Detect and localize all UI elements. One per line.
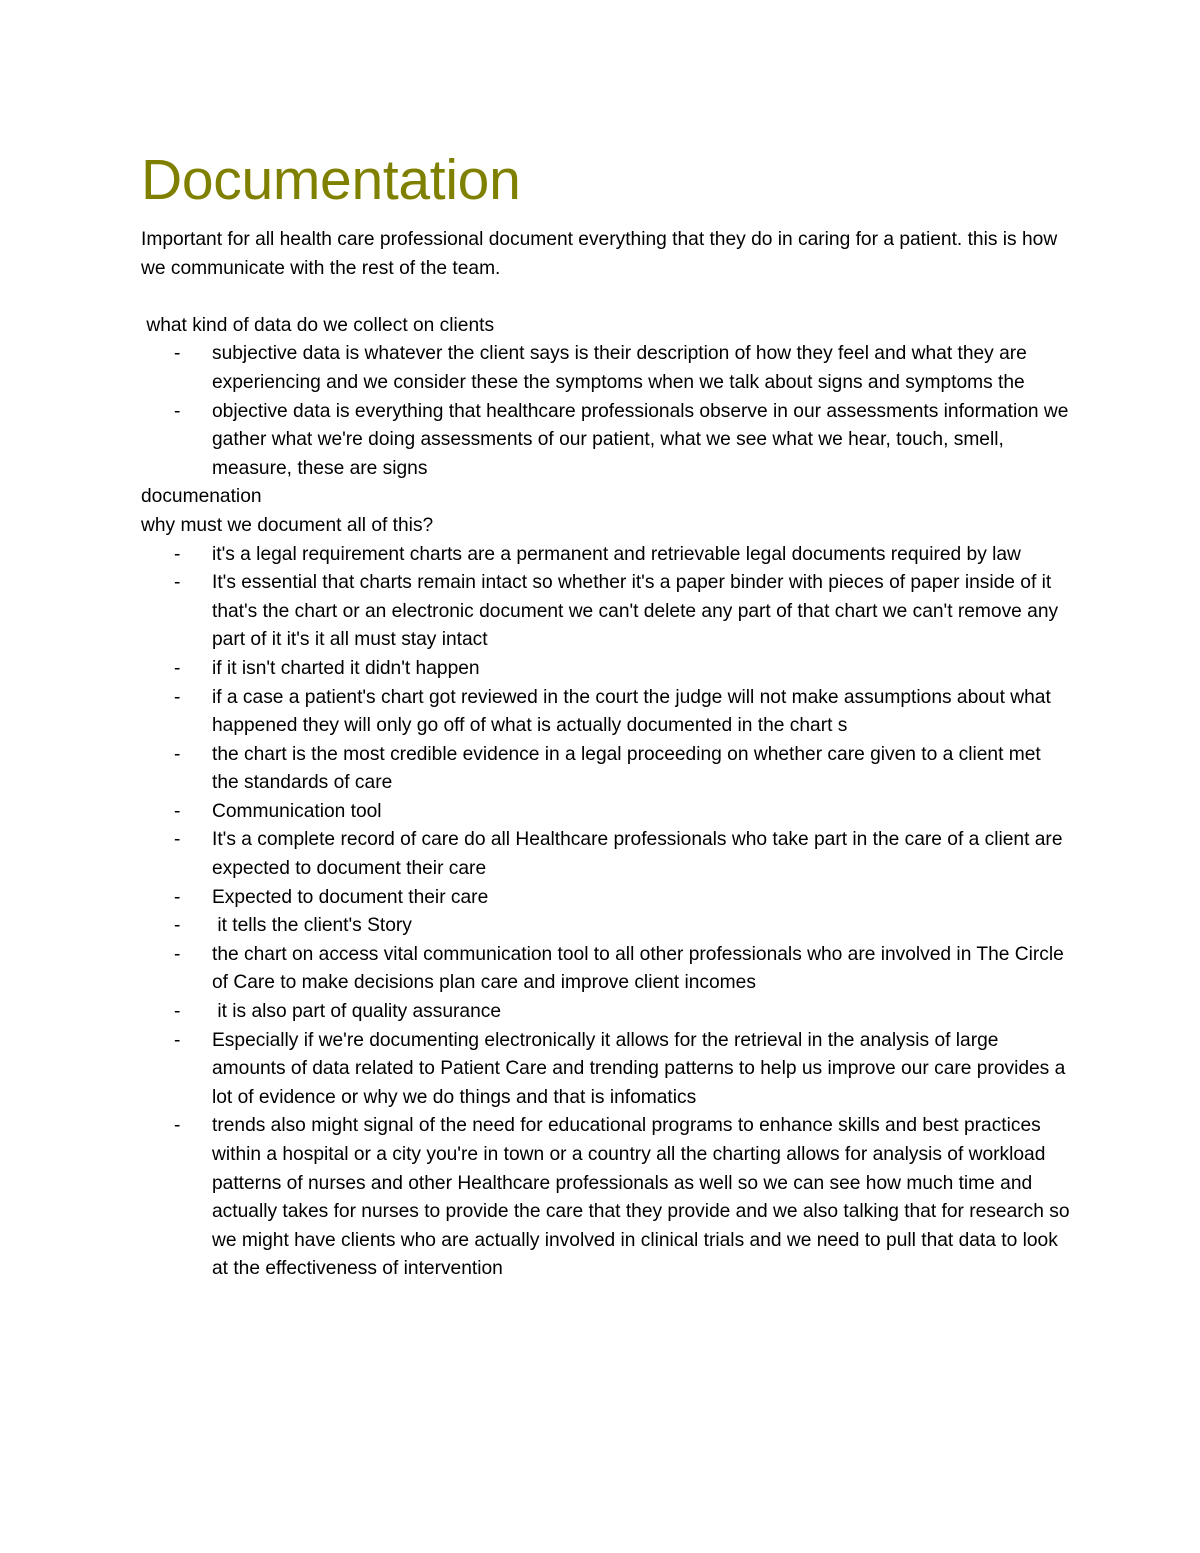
list-item <box>141 569 1071 655</box>
list-item <box>141 798 1071 827</box>
list-item-text: it tells the client's Story <box>212 915 412 937</box>
list-item-text: Especially if we're documenting electronically it allows for the retrieval in the analysis of large amounts of data related to Patient Care and trending patterns to help us improve our care provides a lot of evidence or why we do things and that is infomatics <box>212 1029 1071 1108</box>
documenation-label: documenation <box>141 486 262 508</box>
dash-bullet: - <box>174 400 181 422</box>
dash-bullet: - <box>174 886 181 908</box>
list-item-text: it is also part of quality assurance <box>212 1001 502 1023</box>
document-title: Documentation <box>141 148 521 212</box>
list-item <box>141 398 1074 484</box>
list-item-text: the chart is the most credible evidence in a legal proceeding on whether care given to a client met the standards of care <box>212 743 1047 794</box>
list-item-text: it's a legal requirement charts are a permanent and retrievable legal documents required by law <box>212 543 1021 565</box>
list-item-text: subjective data is whatever the client says is their description of how they feel and what they are experiencing and we consider these the symptoms when we talk about signs and symptoms the <box>212 343 1033 393</box>
list-item <box>141 541 1071 570</box>
document-page <box>141 140 1075 1284</box>
dash-bullet: - <box>174 657 181 679</box>
blank-line <box>141 283 1071 312</box>
list-item-text: Expected to document their care <box>212 886 489 908</box>
dash-bullet: - <box>174 743 181 765</box>
dash-bullet: - <box>174 800 181 822</box>
list-item-text: Communication tool <box>212 800 382 822</box>
section1-list <box>141 340 1074 483</box>
list-item <box>141 684 1071 741</box>
list-item-text: trends also might signal of the need for educational programs to enhance skills and best practices within a hospital or a city you're in town or a country all the charting allows for analysis of workload patterns of nurses and other Healthcare professionals as well so we can see how much time and actually takes for nurses to provide the care that they provide and we also talking that for research so we might have clients who are actually involved in clinical trials and we need to pull that data to look at the effectiveness of intervention <box>212 1115 1075 1280</box>
list-item <box>141 340 1071 397</box>
list-item-text: It's essential that charts remain intact so whether it's a paper binder with pieces of paper inside of it that's the chart or an electronic document we can't delete any part of that chart we can't remove any part of it it's it all must stay intact <box>212 572 1064 651</box>
list-item-text: if it isn't charted it didn't happen <box>212 657 480 679</box>
dash-bullet: - <box>174 943 181 965</box>
list-item-text: It's a complete record of care do all Healthcare professionals who take part in the care of a client are expected to document their care <box>212 829 1068 880</box>
intro-paragraph: Important for all health care professional document everything that they do in caring for a patient. this is how we communicate with the rest of the team. <box>141 229 1058 279</box>
section1-heading: what kind of data do we collect on clients <box>141 314 495 336</box>
dash-bullet: - <box>174 343 181 365</box>
dash-bullet: - <box>174 1115 181 1137</box>
list-item <box>141 941 1071 998</box>
list-item-text: if a case a patient's chart got reviewed in the court the judge will not make assumptions about what happened they will only go off of what is actually documented in the chart s <box>212 686 1057 737</box>
dash-bullet: - <box>174 915 181 937</box>
list-item <box>141 912 1071 941</box>
dash-bullet: - <box>174 829 181 851</box>
list-item <box>141 1027 1071 1113</box>
dash-bullet: - <box>174 1029 181 1051</box>
list-item <box>141 741 1071 798</box>
list-item <box>141 655 1071 684</box>
dash-bullet: - <box>174 1001 181 1023</box>
section2-list <box>141 541 1075 1284</box>
dash-bullet: - <box>174 686 181 708</box>
list-item <box>141 998 1071 1027</box>
dash-bullet: - <box>174 543 181 565</box>
list-item <box>141 1112 1075 1284</box>
section2-heading: why must we document all of this? <box>141 514 434 536</box>
list-item-text: objective data is everything that healthcare professionals observe in our assessments information we gather what we're doing assessments of our patient, what we see what we hear, touch, smell, measure, these are signs <box>212 400 1074 479</box>
list-item <box>141 884 1071 913</box>
list-item <box>141 826 1071 883</box>
dash-bullet: - <box>174 572 181 594</box>
list-item-text: the chart on access vital communication tool to all other professionals who are involved in The Circle of Care to make decisions plan care and improve client incomes <box>212 943 1070 994</box>
